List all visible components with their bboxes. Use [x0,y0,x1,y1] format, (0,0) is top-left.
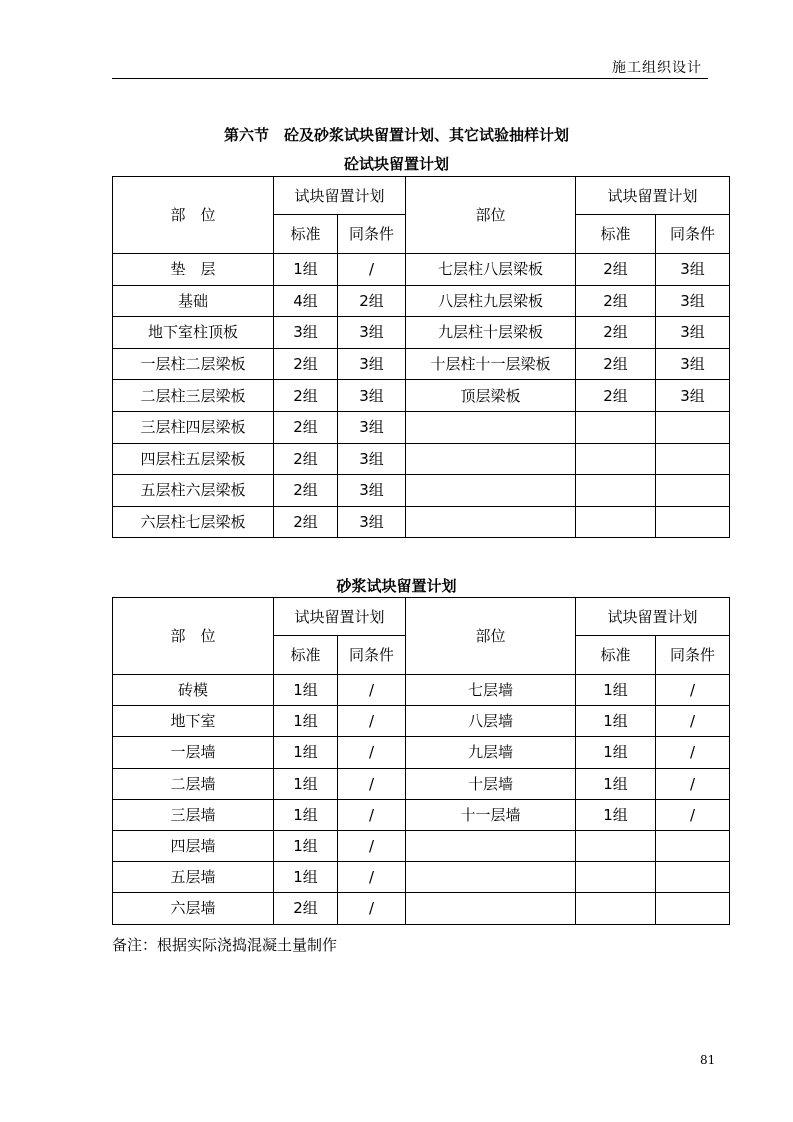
table-row [113,254,730,286]
cell-part-left: 二层墙 [113,768,274,799]
cell-part-right: 八层墙 [406,706,576,737]
cell-part-right: 八层柱九层梁板 [406,285,576,317]
cell-standard-left: 2组 [274,506,338,538]
header-text: 施工组织设计 [612,60,702,76]
cell-part-right: 九层墙 [406,737,576,768]
cell-same-condition-left: 3组 [338,443,406,475]
cell-part-left: 六层柱七层梁板 [113,506,274,538]
cell-standard-right: 1组 [576,768,656,799]
header-part-left: 部 位 [113,598,274,675]
cell-same-condition-left: / [338,799,406,830]
cell-standard-right [576,862,656,893]
cell-same-condition-left: / [338,893,406,924]
header-same-condition-left: 同条件 [338,215,406,254]
cell-same-condition-right [656,443,730,475]
cell-same-condition-right: 3组 [656,348,730,380]
cell-part-right: 七层柱八层梁板 [406,254,576,286]
page-header [112,50,708,79]
cell-standard-left: 2组 [274,348,338,380]
cell-same-condition-right: / [656,706,730,737]
cell-standard-right [576,506,656,538]
cell-part-right [406,506,576,538]
cell-same-condition-right: / [656,799,730,830]
cell-standard-left: 2组 [274,475,338,507]
header-plan-left: 试块留置计划 [274,598,406,636]
cell-standard-right [576,893,656,924]
cell-part-right [406,830,576,861]
header-standard-left: 标准 [274,636,338,675]
cell-part-left: 砖模 [113,675,274,706]
cell-same-condition-right: 3组 [656,254,730,286]
cell-same-condition-left: 3组 [338,506,406,538]
cell-standard-right [576,443,656,475]
cell-part-left: 地下室柱顶板 [113,317,274,349]
cell-part-right [406,862,576,893]
cell-part-left: 二层柱三层梁板 [113,380,274,412]
cell-standard-left: 1组 [274,706,338,737]
cell-standard-right [576,475,656,507]
section-title: 第六节 砼及砂浆试块留置计划、其它试验抽样计划 [223,126,569,144]
cell-part-right: 七层墙 [406,675,576,706]
table-row [113,317,730,349]
cell-standard-right: 1组 [576,737,656,768]
cell-same-condition-right: 3组 [656,380,730,412]
table-row [113,706,730,737]
cell-standard-right: 1组 [576,675,656,706]
cell-part-left: 一层柱二层梁板 [113,348,274,380]
header-standard-right: 标准 [576,215,656,254]
header-standard-left: 标准 [274,215,338,254]
cell-standard-left: 1组 [274,737,338,768]
cell-same-condition-left: 3组 [338,348,406,380]
table-row [113,285,730,317]
cell-same-condition-right [656,475,730,507]
cell-same-condition-left: 3组 [338,411,406,443]
cell-part-right [406,443,576,475]
cell-same-condition-left: / [338,830,406,861]
cell-standard-left: 2组 [274,893,338,924]
table-row [113,799,730,830]
mortar-plan-table [112,597,730,925]
header-same-condition-left: 同条件 [338,636,406,675]
table-row [113,443,730,475]
cell-part-right [406,893,576,924]
cell-standard-right [576,830,656,861]
cell-standard-right: 1组 [576,799,656,830]
cell-same-condition-left: / [338,706,406,737]
cell-standard-left: 1组 [274,675,338,706]
header-same-condition-right: 同条件 [656,636,730,675]
cell-standard-right: 2组 [576,254,656,286]
cell-standard-right: 2组 [576,380,656,412]
header-plan-left: 试块留置计划 [274,177,406,215]
cell-part-left: 四层柱五层梁板 [113,443,274,475]
cell-part-right [406,411,576,443]
cell-part-left: 三层墙 [113,799,274,830]
header-part-right: 部位 [406,598,576,675]
cell-standard-left: 1组 [274,862,338,893]
cell-same-condition-right: / [656,768,730,799]
cell-part-right: 顶层梁板 [406,380,576,412]
cell-standard-left: 4组 [274,285,338,317]
cell-part-left: 四层墙 [113,830,274,861]
cell-standard-left: 3组 [274,317,338,349]
header-standard-right: 标准 [576,636,656,675]
cell-same-condition-left: / [338,675,406,706]
table-row [113,737,730,768]
cell-standard-right: 1组 [576,706,656,737]
header-same-condition-right: 同条件 [656,215,730,254]
cell-standard-right [576,411,656,443]
cell-same-condition-left: / [338,737,406,768]
table-row [113,768,730,799]
table-row [113,506,730,538]
cell-standard-right: 2组 [576,348,656,380]
table-row [113,862,730,893]
cell-same-condition-right: / [656,675,730,706]
cell-same-condition-left: 3组 [338,475,406,507]
cell-part-right: 十一层墙 [406,799,576,830]
table-row [113,893,730,924]
table-row [113,830,730,861]
cell-same-condition-right [656,862,730,893]
cell-part-left: 地下室 [113,706,274,737]
cell-standard-left: 1组 [274,799,338,830]
header-part-left: 部 位 [113,177,274,254]
cell-standard-right: 2组 [576,317,656,349]
cell-part-left: 一层墙 [113,737,274,768]
concrete-table-title: 砼试块留置计划 [343,155,449,173]
cell-same-condition-left: 3组 [338,317,406,349]
cell-part-left: 基础 [113,285,274,317]
cell-same-condition-right: / [656,737,730,768]
cell-same-condition-right: 3组 [656,285,730,317]
header-part-right: 部位 [406,177,576,254]
cell-same-condition-right [656,830,730,861]
concrete-plan-table [112,176,730,538]
cell-part-left: 五层墙 [113,862,274,893]
cell-part-right: 十层柱十一层梁板 [406,348,576,380]
cell-standard-left: 1组 [274,254,338,286]
cell-standard-left: 1组 [274,830,338,861]
cell-part-left: 三层柱四层梁板 [113,411,274,443]
cell-same-condition-right [656,411,730,443]
cell-part-right: 九层柱十层梁板 [406,317,576,349]
table-row [113,380,730,412]
cell-standard-left: 2组 [274,411,338,443]
cell-same-condition-right [656,893,730,924]
table-row [113,411,730,443]
cell-standard-left: 1组 [274,768,338,799]
cell-same-condition-left: / [338,254,406,286]
header-plan-right: 试块留置计划 [576,598,730,636]
cell-part-left: 六层墙 [113,893,274,924]
cell-part-right [406,475,576,507]
cell-same-condition-left: 3组 [338,380,406,412]
page-number: 81 [700,1053,716,1067]
cell-standard-left: 2组 [274,380,338,412]
table-row [113,348,730,380]
cell-same-condition-left: / [338,862,406,893]
mortar-table-title: 砂浆试块留置计划 [336,577,457,595]
cell-standard-right: 2组 [576,285,656,317]
cell-standard-left: 2组 [274,443,338,475]
remark-note: 备注：根据实际浇捣混凝土量制作 [112,936,338,954]
cell-same-condition-left: 2组 [338,285,406,317]
cell-part-right: 十层墙 [406,768,576,799]
cell-same-condition-left: / [338,768,406,799]
header-plan-right: 试块留置计划 [576,177,730,215]
table-row [113,475,730,507]
cell-part-left: 垫 层 [113,254,274,286]
cell-same-condition-right [656,506,730,538]
cell-same-condition-right: 3组 [656,317,730,349]
table-row [113,675,730,706]
cell-part-left: 五层柱六层梁板 [113,475,274,507]
